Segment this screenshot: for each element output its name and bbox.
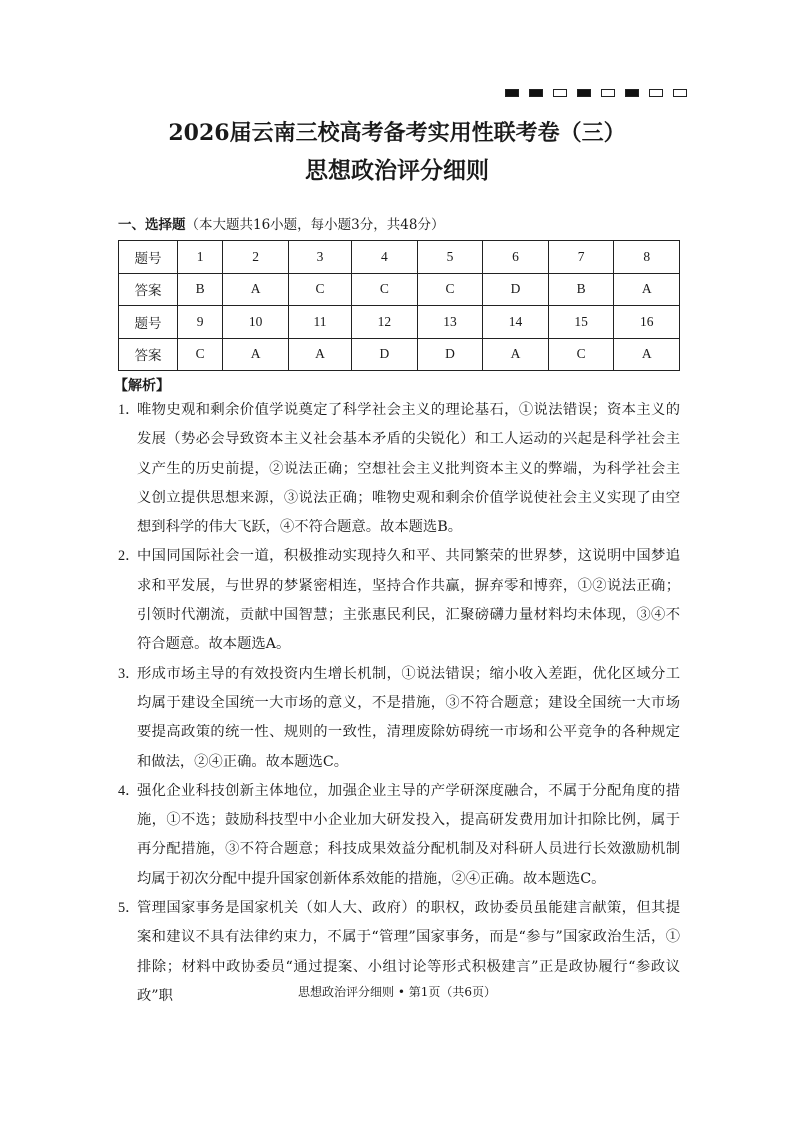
table-cell: B <box>178 273 223 306</box>
table-cell: 8 <box>614 241 680 274</box>
table-row <box>119 306 680 339</box>
table-cell: B <box>548 273 614 306</box>
table-cell: C <box>178 338 223 371</box>
table-cell: C <box>288 273 351 306</box>
table-cell: 12 <box>352 306 418 339</box>
table-cell: C <box>548 338 614 371</box>
filled-square-mark <box>625 89 639 97</box>
table-cell: A <box>288 338 351 371</box>
item-text: 形成市场主导的有效投资内生增长机制，①说法错误；缩小收入差距，优化区域分工均属于建设全国统一大市场的意义，不是措施，③不符合题意；建设全国统一大市场要提高政策的统一性、规则的一致性，清理废除妨碍统一市场和公平竞争的各种规定和做法，②④正确。故本题选C。 <box>137 665 680 770</box>
empty-square-mark <box>601 89 615 97</box>
row-header-cell: 答案 <box>119 338 178 371</box>
item-text: 中国同国际社会一道，积极推动实现持久和平、共同繁荣的世界梦，这说明中国梦追求和平发展，与世界的梦紧密相连，坚持合作共赢，摒弃零和博弈，①②说法正确；引领时代潮流，贡献中国智慧；主张惠民利民，汇聚磅礴力量材料均未体现，③④不符合题意。故本题选A。 <box>137 548 680 653</box>
table-cell: D <box>352 338 418 371</box>
table-cell: 15 <box>548 306 614 339</box>
item-text: 强化企业科技创新主体地位，加强企业主导的产学研深度融合，不属于分配角度的措施，①不选；鼓励科技型中小企业加大研发投入，提高研发费用加计扣除比例，属于再分配措施，③不符合题意；科技成果效益分配机制及对科研人员进行长效激励机制均属于初次分配中提升国家创新体系效能的措施，②④正确。故本题选C。 <box>137 782 680 887</box>
table-cell: C <box>352 273 418 306</box>
answer-table <box>118 240 680 371</box>
table-row <box>119 338 680 371</box>
table-cell: D <box>483 273 549 306</box>
analysis-item <box>118 396 680 542</box>
table-cell: 16 <box>614 306 680 339</box>
table-cell: 11 <box>288 306 351 339</box>
document-subtitle: 思想政治评分细则 <box>305 157 489 184</box>
table-row <box>119 241 680 274</box>
analysis-item <box>118 542 680 659</box>
document-title: 2026届云南三校高考备考实用性联考卷（三） <box>168 120 626 146</box>
item-text: 唯物史观和剩余价值学说奠定了科学社会主义的理论基石，①说法错误；资本主义的发展（势必会导致资本主义社会基本矛盾的尖锐化）和工人运动的兴起是科学社会主义产生的历史前提，②说法正确；空想社会主义批判资本主义的弊端，为科学社会主义创立提供思想来源，③说法正确；唯物史观和剩余价值学说使社会主义实现了由空想到科学的伟大飞跃，④不符合题意。故本题选B。 <box>137 402 680 536</box>
item-number: 5． <box>118 900 140 917</box>
table-cell: A <box>614 273 680 306</box>
table-cell: A <box>223 338 289 371</box>
table-cell: A <box>483 338 549 371</box>
filled-square-mark <box>577 89 591 97</box>
table-cell: C <box>417 273 483 306</box>
table-cell: 14 <box>483 306 549 339</box>
header-marks <box>505 89 687 97</box>
section-label: 一、选择题 <box>118 217 186 233</box>
table-cell: 7 <box>548 241 614 274</box>
table-cell: 1 <box>178 241 223 274</box>
empty-square-mark <box>649 89 663 97</box>
row-header-cell: 答案 <box>119 273 178 306</box>
table-cell: 3 <box>288 241 351 274</box>
analysis-item <box>118 777 680 894</box>
item-number: 3． <box>118 665 140 682</box>
table-cell: 2 <box>223 241 289 274</box>
empty-square-mark <box>673 89 687 97</box>
table-cell: 5 <box>417 241 483 274</box>
item-text: 管理国家事务是国家机关（如人大、政府）的职权，政协委员虽能建言献策，但其提案和建议不具有法律约束力，不属于“管理”国家事务，而是“参与”国家政治生活，①排除；材料中政协委员“通过提案、小组讨论等形式积极建言”正是政协履行“参政议政”职 <box>137 900 680 1004</box>
row-header-cell: 题号 <box>119 306 178 339</box>
table-cell: A <box>614 338 680 371</box>
item-number: 2． <box>118 548 140 565</box>
filled-square-mark <box>505 89 519 97</box>
empty-square-mark <box>553 89 567 97</box>
item-number: 1． <box>118 402 140 418</box>
filled-square-mark <box>529 89 543 97</box>
row-header-cell: 题号 <box>119 241 178 274</box>
table-cell: 13 <box>417 306 483 339</box>
table-cell: 6 <box>483 241 549 274</box>
table-row <box>119 273 680 306</box>
section-note: （本大题共16小题，每小题3分，共48分） <box>185 217 445 233</box>
table-cell: 9 <box>178 306 223 339</box>
table-cell: 4 <box>352 241 418 274</box>
analysis-item <box>118 660 680 777</box>
table-cell: A <box>223 273 289 306</box>
item-number: 4． <box>118 782 140 799</box>
page-footer: 思想政治评分细则 • 第1页（共6页） <box>298 985 496 999</box>
analysis-body <box>118 396 680 1011</box>
table-cell: 10 <box>223 306 289 339</box>
section-heading <box>118 213 444 233</box>
analysis-heading: 【解析】 <box>114 378 170 394</box>
table-cell: D <box>417 338 483 371</box>
